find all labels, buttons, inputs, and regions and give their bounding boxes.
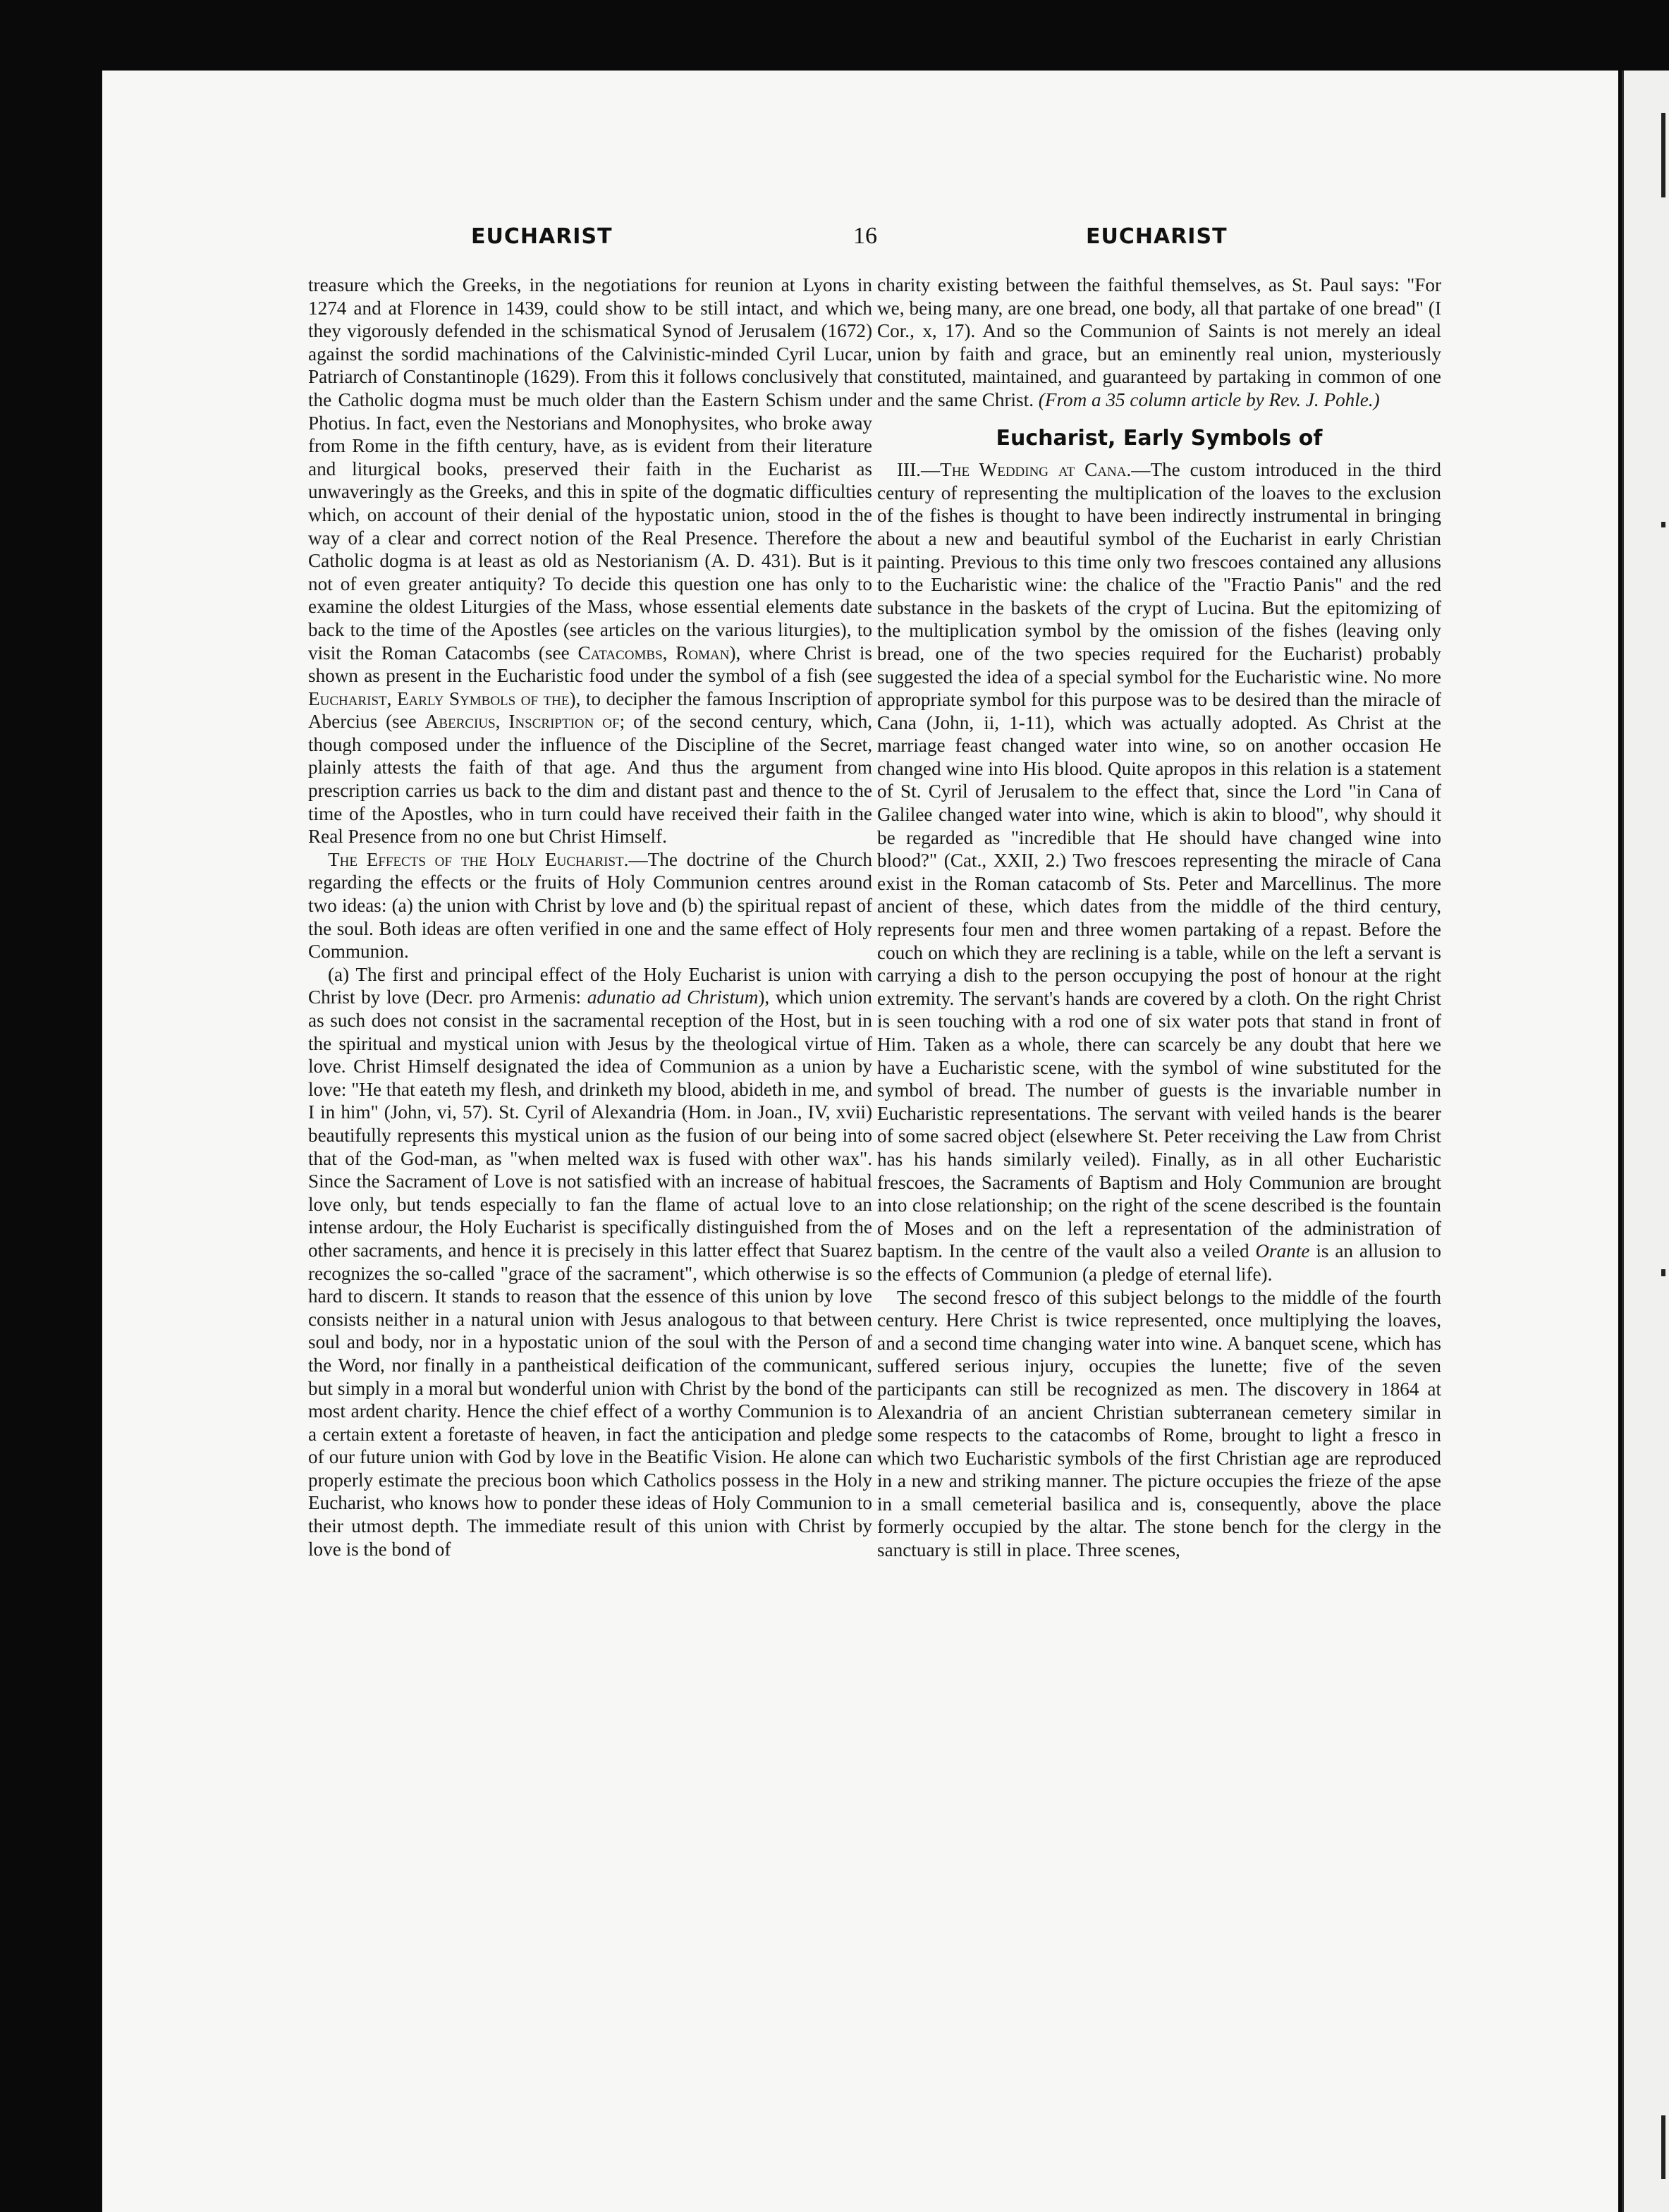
next-page-edge: [1622, 71, 1669, 2212]
paragraph: The Effects of the Holy Eucharist.—The doctrine of the Church regarding the effects or the fruits of Holy Communion centres around two ideas: (a) the union with Christ by love and (b) the spiritual repast of the soul. Both ideas are often verified in one and the same effect of Holy Communion.: [308, 848, 873, 963]
section-heading: The Wedding at Cana.: [940, 459, 1132, 481]
running-head-right: EUCHARIST: [1086, 224, 1228, 249]
cross-reference: Catacombs, Roman: [577, 642, 730, 664]
page-number: 16: [853, 223, 877, 249]
running-head-left: EUCHARIST: [471, 224, 613, 249]
paragraph: III.—The Wedding at Cana.—The custom introduced in the third century of representing the multiplication of the loaves to the exclusion of the fishes is thought to have been indirectly instrumental in bringing about a new and beautiful symbol of the Eucharist in early Christian painting. Previous to this time only two frescoes contained any allusions to the Eucharistic wine: the chalice of the "Fractio Panis" and the red substance in the baskets of the crypt of Lucina. But the epitomizing of the multiplication symbol by the omission of the fishes (leaving only bread, one of the two species required for the Eucharist) probably suggested the idea of a special symbol for the Eucharistic wine. No more appropriate symbol for this purpose was to be desired than the miracle of Cana (John, ii, 1-11), which was actually adopted. As Christ at the marriage feast changed water into wine, so on another occasion He changed wine into His blood. Quite apropos in this relation is a statement of St. Cyril of Jerusalem to the effect that, since the Lord "in Cana of Galilee changed water into wine, which is akin to blood", why should it be regarded as "incredible that He should have changed wine into blood?" (Cat., XXII, 2.) Two frescoes representing the miracle of Cana exist in the Roman catacomb of Sts. Peter and Marcellinus. The more ancient of these, which dates from the middle of the third century, represents four men and three women partaking of a repast. Before the couch on which they are reclining is a table, while on the left a servant is carrying a dish to the person occupying the post of honour at the right extremity. The servant's hands are covered by a cloth. On the right Christ is seen touching with a rod one of six water pots that stand in front of Him. Taken as a whole, there can scarcely be any doubt that here we have a Eucharistic scene, with the symbol of wine substituted for the symbol of bread. The number of guests is the invariable number in Eucharistic representations. The servant with veiled hands is the bearer of some sacred object (elsewhere St. Peter receiving the Law from Christ has his hands similarly veiled). Finally, as in all other Eucharistic frescoes, the Sacraments of Baptism and Holy Communion are brought into close relationship; on the right of the scene described is the fountain of Moses and on the left a representation of the administration of baptism. In the centre of the vault also a veiled Orante is an allusion to the effects of Communion (a pledge of eternal life).: [877, 459, 1441, 1285]
cross-reference: Eucharist, Early Symbols of the: [308, 688, 570, 709]
section-heading: The Effects of the Holy Eucharist.: [328, 848, 629, 870]
paragraph: (a) The first and principal effect of the Holy Eucharist is union with Christ by love (Decr. pro Armenis: adunatio ad Christum), which union as such does not consist in the sacramental reception of the Host, but in the spiritual and mystical union with Jesus by the theological virtue of love. Christ Himself designated the idea of Communion as a union by love: "He that eateth my flesh, and drinketh my blood, abideth in me, and I in him" (John, vi, 57). St. Cyril of Alexandria (Hom. in Joan., IV, xvii) beautifully represents this mystical union as the fusion of our being into that of the God-man, as "when melted wax is fused with other wax". Since the Sacrament of Love is not satisfied with an increase of habitual love only, but tends especially to fan the flame of actual love to an intense ardour, the Holy Eucharist is specifically distinguished from the other sacraments, and hence it is precisely in this latter effect that Suarez recognizes the so-called "grace of the sacrament", which otherwise is so hard to discern. It stands to reason that the essence of this union by love consists neither in a natural union with Jesus analogous to that between soul and body, nor in a hypostatic union of the soul with the Person of the Word, nor finally in a pantheistical deification of the communicant, but simply in a moral but wonderful union with Christ by the bond of the most ardent charity. Hence the chief effect of a worthy Communion is to a certain extent a foretaste of heaven, in fact the anticipation and pledge of our future union with God by love in the Beatific Vision. He alone can properly estimate the precious boon which Catholics possess in the Holy Eucharist, who knows how to ponder these ideas of Holy Communion to their utmost depth. The immediate result of this union with Christ by love is the bond of: [308, 963, 872, 1560]
cross-reference: Abercius, Inscription of: [424, 711, 620, 733]
left-column: [308, 274, 872, 1560]
article-heading: Eucharist, Early Symbols of: [996, 425, 1323, 451]
paragraph: The second fresco of this subject belongs to the middle of the fourth century. Here Christ is twice represented, once multiplying the loaves, and a second time changing water into wine. A banquet scene, which has suffered serious injury, occupies the lunette; five of the seven participants can still be recognized as men. The discovery in 1864 at Alexandria of an ancient Christian subterranean cemetery similar in some respects to the catacombs of Rome, brought to light a fresco in which two Eucharistic symbols of the first Christian age are reproduced in a new and striking manner. The picture occupies the frieze of the apse in a small cemeterial basilica and is, consequently, above the place formerly occupied by the altar. The stone bench for the clergy in the sanctuary is still in place. Three scenes,: [877, 1286, 1441, 1561]
right-column: [877, 274, 1441, 1562]
attribution: (From a 35 column article by Rev. J. Pohle.): [1038, 389, 1380, 410]
paragraph: treasure which the Greeks, in the negotiations for reunion at Lyons in 1274 and at Florence in 1439, could show to be still intact, and which they vigorously defended in the schismatical Synod of Jerusalem (1672) against the sordid machinations of the Calvinistic-minded Cyril Lucar, Patriarch of Constantinople (1629). From this it follows conclusively that the Catholic dogma must be much older than the Eastern Schism under Photius. In fact, even the Nestorians and Monophysites, who broke away from Rome in the fifth century, have, as is evident from their literature and liturgical books, preserved their faith in the Eucharist as unwaveringly as the Greeks, and this in spite of the dogmatic difficulties which, on account of their denial of the hypostatic union, stood in the way of a clear and correct notion of the Real Presence. Therefore the Catholic dogma is at least as old as Nestorianism (A. D. 431). But is it not of even greater antiquity? To decide this question one has only to examine the oldest Liturgies of the Mass, whose essential elements date back to the time of the Apostles (see articles on the various liturgies), to visit the Roman Catacombs (see Catacombs, Roman), where Christ is shown as present in the Eucharistic food under the symbol of a fish (see Eucharist, Early Symbols of the), to decipher the famous Inscription of Abercius (see Abercius, Inscription of; of the second century, which, though composed under the influence of the Discipline of the Secret, plainly attests the faith of that age. And thus the argument from prescription carries us back to the dim and distant past and thence to the time of the Apostles, who in turn could have received their faith in the Real Presence from no one but Christ Himself.: [308, 274, 872, 848]
paragraph: charity existing between the faithful themselves, as St. Paul says: "For we, being many, are one bread, one body, all that partake of one bread" (I Cor., x, 17). And so the Communion of Saints is not merely an ideal union by faith and grace, but an eminently real union, mysteriously constituted, maintained, and guaranteed by partaking in common of one and the same Christ. (From a 35 column article by Rev. J. Pohle.): [877, 274, 1441, 410]
